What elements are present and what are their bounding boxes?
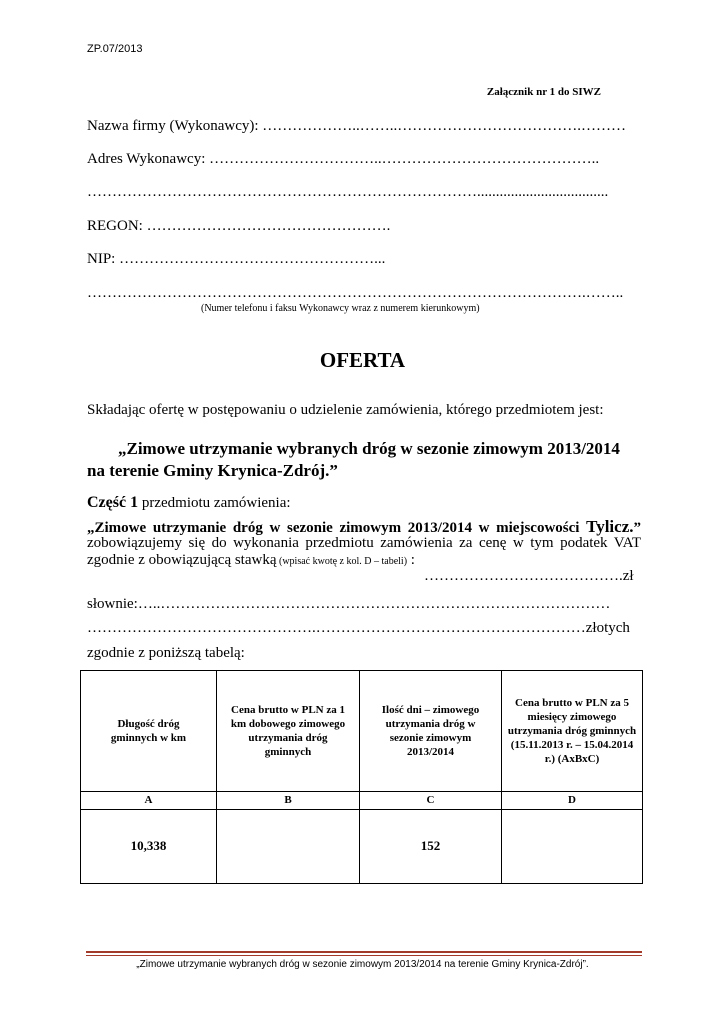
- part-heading: [87, 494, 291, 512]
- part-label: Część 1: [87, 494, 139, 511]
- header-total-price: [502, 671, 643, 792]
- header-price-per-km-text: Cena brutto w PLN za 1 km dobowego zimowego utrzymania dróg gminnych: [230, 704, 346, 759]
- company-name-field: Nazwa firmy (Wykonawcy): ………………..……..……………………………….………: [87, 118, 627, 134]
- letter-b: B: [217, 792, 360, 809]
- part-place: Tylicz.: [586, 517, 634, 536]
- footer-divider-thin: [86, 955, 642, 956]
- part-task-text: „Zimowe utrzymanie dróg w sezonie zimowym 2013/2014 w miejscowości: [87, 520, 580, 536]
- attachment-label: Załącznik nr 1 do SIWZ: [486, 86, 601, 98]
- phone-note: (Numer telefonu i faksu Wykonawcy wraz z numerem kierunkowym): [201, 303, 480, 314]
- rate-label: zgodnie z obowiązującą stawką: [87, 552, 277, 568]
- rate-note: (wpisać kwotę z kol. D – tabeli): [276, 556, 408, 567]
- phone-field: ……………………………………………………………………………………….……..: [87, 285, 624, 301]
- header-days: [360, 671, 502, 792]
- value-days: 152: [360, 809, 502, 883]
- header-length: [81, 671, 217, 792]
- nip-field: NIP: ……………………………………………...: [87, 251, 386, 267]
- table-letters-row: [81, 792, 643, 809]
- address-field: Adres Wykonawcy: ……………………………..……………………………………..: [87, 151, 600, 167]
- letter-d: D: [502, 792, 643, 809]
- table-header-row: [81, 671, 643, 792]
- table-values-row: [81, 809, 643, 883]
- value-total-price: [502, 809, 643, 883]
- regon-field: REGON: ………………………………………….: [87, 218, 391, 234]
- intro-text: Składając ofertę w postępowaniu o udzielenie zamówienia, którego przedmiotem jest:: [87, 402, 604, 418]
- address-continuation-field: ……………………………………………………………………...................................: [87, 184, 609, 200]
- subject-heading: [87, 438, 641, 482]
- amount-field: ………………………………….zł: [424, 568, 634, 584]
- part-task: [87, 517, 641, 537]
- subject-line-2: na terenie Gminy Krynica-Zdrój.”: [87, 461, 338, 480]
- part-task-end: ”: [633, 520, 641, 536]
- header-length-text: Długość dróg gminnych w km: [110, 718, 187, 745]
- price-table: [80, 670, 643, 884]
- header-total-price-text: Cena brutto w PLN za 5 miesięcy zimowego utrzymania dróg gminnych (15.11.2013 r. – 15.04.2014 r.) (AxBxC): [507, 697, 637, 766]
- amount-in-words-field: słownie:…..………………………………………………………………………………: [87, 596, 611, 612]
- rate-text: [87, 552, 415, 569]
- commitment-text: zobowiązujemy się do wykonania przedmiotu zamówienia za cenę w tym podatek VAT: [87, 535, 641, 551]
- amount-in-words-continuation: ……………………………………….………………………………………………złotych: [87, 620, 630, 636]
- letter-a: A: [81, 792, 217, 809]
- value-price-per-km: [217, 809, 360, 883]
- header-days-text: Ilość dni – zimowego utrzymania dróg w sezonie zimowym 2013/2014: [381, 704, 480, 759]
- letter-c: C: [360, 792, 502, 809]
- table-intro: zgodnie z poniższą tabelą:: [87, 645, 245, 661]
- document-code: ZP.07/2013: [87, 43, 143, 55]
- subject-line-1: „Zimowe utrzymanie wybranych dróg w sezonie zimowym 2013/2014: [118, 439, 620, 458]
- part-label-rest: przedmiotu zamówienia:: [138, 495, 291, 511]
- rate-colon: :: [407, 552, 415, 568]
- value-length: 10,338: [81, 809, 217, 883]
- footer-text: „Zimowe utrzymanie wybranych dróg w sezonie zimowym 2013/2014 na terenie Gminy Krynica-Zdrój”.: [136, 959, 589, 970]
- footer-divider: [86, 951, 642, 953]
- page-title: OFERTA: [319, 348, 406, 372]
- header-price-per-km: [217, 671, 360, 792]
